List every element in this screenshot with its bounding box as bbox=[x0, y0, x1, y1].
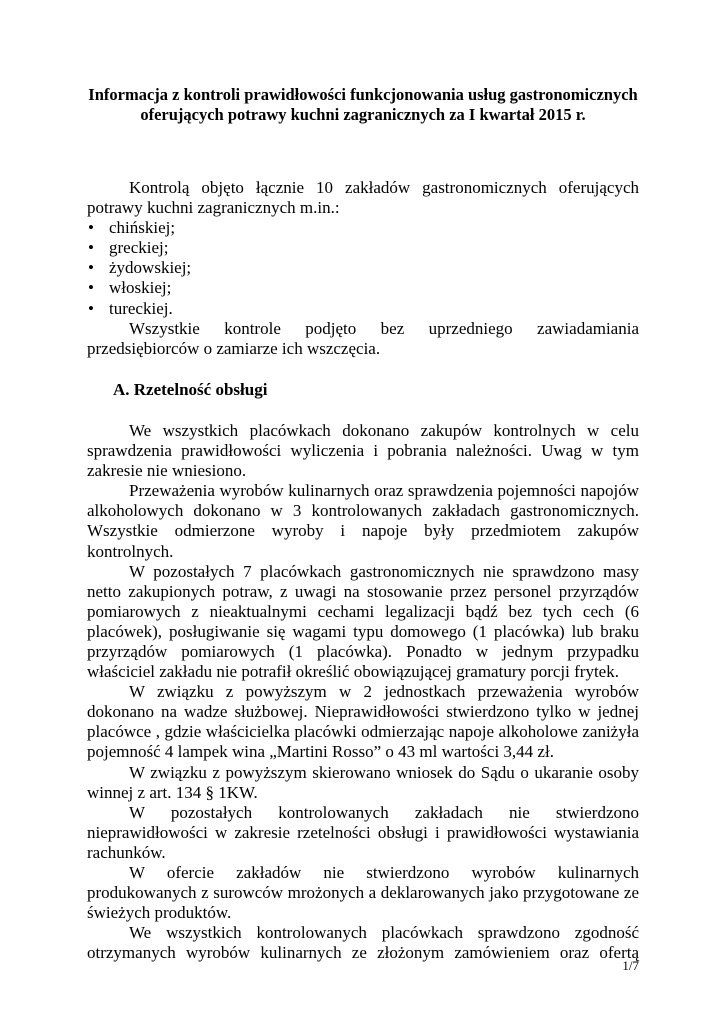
bullet-icon: • bbox=[88, 278, 94, 298]
page-number: 1/7 bbox=[622, 958, 639, 973]
list-item-label: tureckiej. bbox=[109, 298, 173, 318]
body-paragraph: W związku z powyższym w 2 jednostkach przeważenia wyrobów dokonano na wadze służbowej. Nieprawidłowości stwierdzono tylko w jednej placówce , gdzie właścicielka placówki odmierzając napoje alkoholowe zaniżyła pojemność 4 lampek wina „Martini Rosso” o 43 ml wartości 3,44 zł. bbox=[87, 682, 639, 762]
document-page bbox=[87, 85, 639, 963]
document-body bbox=[87, 178, 639, 963]
list-item bbox=[87, 258, 639, 278]
no-notice-paragraph: Wszystkie kontrole podjęto bez uprzedniego zawiadamiania przedsiębiorców o zamiarze ich wszczęcia. bbox=[87, 318, 639, 358]
intro-paragraph: Kontrolą objęto łącznie 10 zakładów gastronomicznych oferujących potrawy kuchni zagranicznych m.in.: bbox=[87, 178, 639, 218]
list-item-label: greckiej; bbox=[109, 238, 169, 258]
list-item-label: chińskiej; bbox=[109, 218, 176, 238]
cuisine-list bbox=[87, 218, 639, 318]
body-paragraph: W ofercie zakładów nie stwierdzono wyrobów kulinarnych produkowanych z surowców mrożonych a deklarowanych jako przygotowane ze świeżych produktów. bbox=[87, 863, 639, 923]
body-paragraph: W pozostałych kontrolowanych zakładach nie stwierdzono nieprawidłowości w zakresie rzetelności obsługi i prawidłowości wystawiania rachunków. bbox=[87, 802, 639, 862]
body-paragraph: Przeważenia wyrobów kulinarnych oraz sprawdzenia pojemności napojów alkoholowych dokonano w 3 kontrolowanych zakładach gastronomicznych. Wszystkie odmierzone wyroby i napoje były przedmiotem zakupów kontrolnych. bbox=[87, 481, 639, 561]
body-paragraph: We wszystkich placówkach dokonano zakupów kontrolnych w celu sprawdzenia prawidłowości wyliczenia i pobrania należności. Uwag w tym zakresie nie wniesiono. bbox=[87, 420, 639, 481]
section-a-heading: A. Rzetelność obsługi bbox=[113, 379, 268, 399]
list-item-label: żydowskiej; bbox=[109, 258, 192, 278]
list-item bbox=[87, 238, 639, 258]
bullet-icon: • bbox=[88, 218, 94, 238]
body-paragraph: W pozostałych 7 placówkach gastronomicznych nie sprawdzono masy netto zakupionych potraw, z uwagi na stosowanie przez personel przyrządów pomiarowych z nieaktualnymi cechami legalizacji bądź bez tych cech (6 placówek), posługiwanie się wagami typu domowego (1 placówka) lub braku przyrządów pomiarowych (1 placówka). Ponadto w jednym przypadku właściciel zakładu nie potrafił określić obowiązującej gramatury porcji frytek. bbox=[87, 561, 639, 682]
body-paragraph: W związku z powyższym skierowano wniosek do Sądu o ukaranie osoby winnej z art. 134 § 1KW. bbox=[87, 762, 639, 802]
bullet-icon: • bbox=[88, 258, 94, 278]
list-item bbox=[87, 278, 639, 298]
bullet-icon: • bbox=[88, 238, 94, 258]
list-item bbox=[87, 299, 639, 319]
bullet-icon: • bbox=[88, 298, 94, 318]
list-item bbox=[87, 218, 639, 238]
document-title: Informacja z kontroli prawidłowości funkcjonowania usług gastronomicznych oferujących potrawy kuchni zagranicznych za I kwartał 2015 r. bbox=[88, 85, 638, 124]
body-paragraph: We wszystkich kontrolowanych placówkach sprawdzono zgodność otrzymanych wyrobów kulinarnych ze złożonym zamówieniem oraz ofertą bbox=[87, 923, 639, 963]
list-item-label: włoskiej; bbox=[109, 278, 172, 298]
